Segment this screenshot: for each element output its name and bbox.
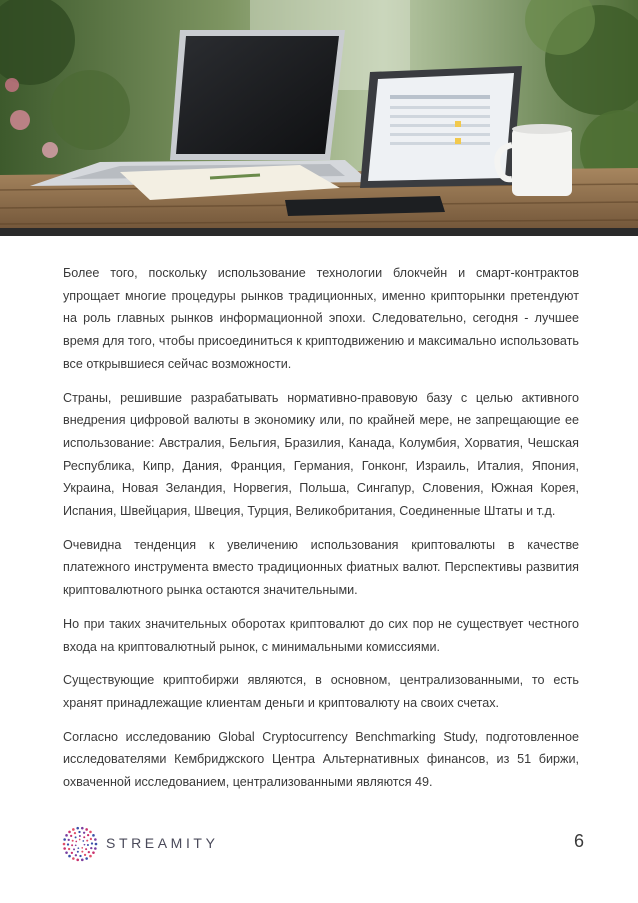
logo-dot — [70, 835, 72, 837]
logo-dot — [72, 840, 74, 842]
logo-dot — [94, 847, 97, 850]
hero-photo — [0, 0, 638, 236]
logo-dot — [90, 838, 92, 840]
paragraph-blockchain: Более того, поскольку использование технологии блокчейн и смарт-контрактов упрощает многие процедуры рынков традиционных, именно крипторынки претендуют на роль главных рынков информационной эпохи. Следовательно, сегодня - лучшее время для того, чтобы присоединиться к криптодвижению и максимально использовать все открывшиеся сейчас возможности. — [63, 266, 579, 371]
logo-dot — [68, 855, 71, 858]
logo-dot — [94, 838, 97, 841]
logo-dot — [81, 851, 83, 853]
logo-dot — [88, 851, 90, 853]
paragraph-countries: Страны, решившие разрабатывать нормативно-правовую базу с целью активного внедрения цифровой валюты в экономику или, по крайней мере, не запрещающие ее использование: Австралия, Бельгия, Бразилия, Канада, Колумбия, Хорватия, Чешская Республика, Кипр, Дания, Франция, Германия, Гонконг, Израиль, Италия, Япония, Украина, Новая Зеландия, Норвегия, Польша, Сингапур, Словения, Южная Корея, Испания, Швейцария, Швеция, Турция, Великобритания, Соединенные Штаты и т.д. — [63, 390, 579, 519]
logo-dot — [92, 834, 95, 837]
logo-dot — [85, 857, 88, 860]
paragraph-exchanges: Существующие криптобиржи являются, в основном, централизованными, то есть хранят принадлежащие клиентам деньги и криптовалюту на своих счетах. — [63, 673, 579, 710]
laptop-tablet-table-illustration — [0, 0, 638, 236]
logo-dot — [85, 828, 88, 831]
logo-dot — [79, 835, 81, 837]
logo-dot — [68, 839, 70, 841]
logo-dot — [84, 844, 86, 846]
body-text — [63, 262, 579, 805]
logo-dot — [76, 827, 79, 830]
logo-dot — [75, 841, 77, 843]
logo-dot — [71, 844, 73, 846]
logo-dot — [78, 831, 80, 833]
streamity-logo-icon — [62, 826, 98, 862]
logo-dot — [92, 851, 95, 854]
logo-dot — [89, 855, 92, 858]
logo-dot — [81, 827, 84, 830]
logo-dot — [83, 832, 85, 834]
logo-dot — [63, 838, 66, 841]
logo-dot — [75, 844, 77, 846]
logo-dot — [65, 851, 68, 854]
page-number: 6 — [573, 831, 584, 851]
logo-dot — [72, 828, 75, 831]
logo-dot — [65, 834, 68, 837]
logo-dot — [76, 859, 79, 862]
logo-dot — [79, 839, 81, 841]
logo-dot — [87, 834, 89, 836]
brand-name: STREAMITY — [106, 835, 219, 851]
logo-dot — [86, 840, 88, 842]
logo-dot — [89, 831, 92, 834]
paragraph-trend: Очевидна тенденция к увеличению использования криптовалюты в качестве платежного инструмента вместо традиционных фиатных валют. Перспективы развития криптовалютного рынка остаются значительными. — [63, 537, 579, 598]
logo-dot — [82, 840, 84, 842]
logo-dot — [77, 847, 79, 849]
logo-dot — [81, 847, 83, 849]
logo-dot — [75, 854, 77, 856]
paragraph-fair-entry: Но при таких значительных оборотах криптовалют до сих пор не существует честного входа на криптовалютный рынок, с минимальными комиссиями. — [63, 616, 579, 654]
logo-dot — [74, 832, 76, 834]
logo-dot — [71, 852, 73, 854]
logo-dot — [73, 848, 75, 850]
logo-dot — [72, 857, 75, 860]
logo-dot — [83, 836, 85, 838]
logo-dot — [77, 851, 79, 853]
logo-dot — [79, 855, 81, 857]
logo-dot — [75, 836, 77, 838]
logo-dot — [84, 854, 86, 856]
logo-dot — [67, 843, 69, 845]
logo-dot — [90, 847, 92, 849]
logo-dot — [68, 848, 70, 850]
logo-dot — [63, 847, 66, 850]
page-footer — [0, 815, 638, 875]
logo-dot — [91, 842, 93, 844]
logo-dot — [95, 843, 98, 846]
logo-dot — [81, 859, 84, 862]
paragraph-study: Согласно исследованию Global Cryptocurrency Benchmarking Study, подготовленное исследователями Кембриджского Центра Альтернативных финансов, из 51 биржи, охваченной исследованием, централизованными являются 49. — [63, 729, 579, 790]
logo-dot — [85, 848, 87, 850]
logo-dot — [68, 831, 71, 834]
logo-dot — [87, 844, 89, 846]
logo-dot — [63, 843, 66, 846]
